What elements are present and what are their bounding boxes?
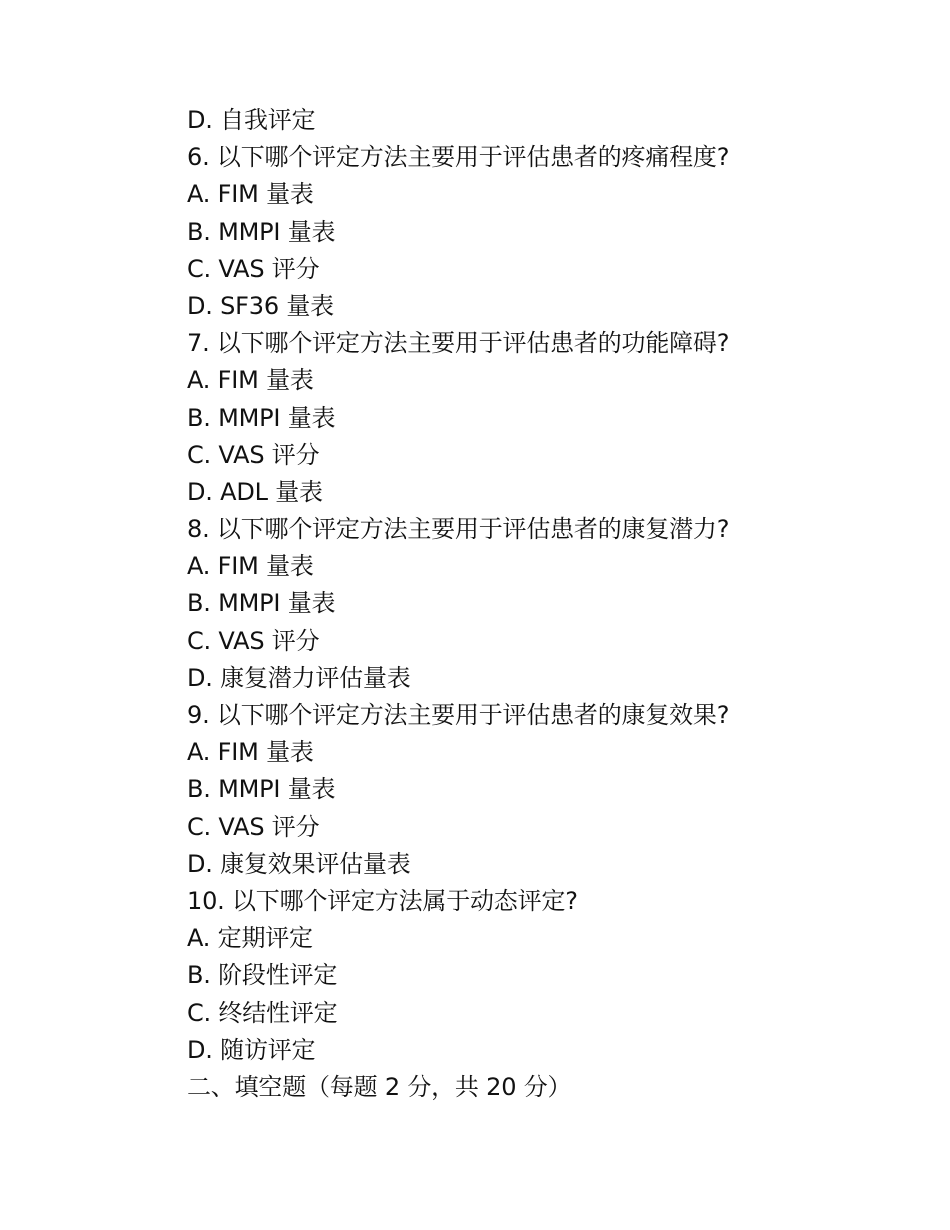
option-line: C. VAS 评分 [187,440,320,469]
document-body [187,102,887,1106]
question-line: 10. 以下哪个评定方法属于动态评定? [187,886,578,915]
option-line: A. FIM 量表 [187,738,314,767]
option-line: B. 阶段性评定 [187,961,338,990]
question-line: 8. 以下哪个评定方法主要用于评估患者的康复潜力? [187,515,730,544]
option-line: B. MMPI 量表 [187,403,336,432]
question-line: 7. 以下哪个评定方法主要用于评估患者的功能障碍? [187,329,730,358]
option-line: C. VAS 评分 [187,626,320,655]
option-line: B. MMPI 量表 [187,589,336,618]
option-line: A. FIM 量表 [187,180,314,209]
option-line: B. MMPI 量表 [187,217,336,246]
option-line: A. 定期评定 [187,924,313,953]
option-line: D. 自我评定 [187,106,316,134]
option-line: A. FIM 量表 [187,552,314,581]
question-line: 9. 以下哪个评定方法主要用于评估患者的康复效果? [187,701,730,729]
section-heading: 二、填空题（每题 2 分，共 20 分） [187,1072,572,1101]
option-line: D. 康复潜力评估量表 [187,663,411,692]
option-line: D. 康复效果评估量表 [187,849,411,878]
option-line: C. 终结性评定 [187,998,338,1027]
option-line: D. SF36 量表 [187,291,334,320]
option-line: C. VAS 评分 [187,812,320,841]
question-line: 6. 以下哪个评定方法主要用于评估患者的疼痛程度? [187,143,730,172]
option-line: D. ADL 量表 [187,477,323,506]
option-line: C. VAS 评分 [187,254,320,283]
option-line: A. FIM 量表 [187,366,314,395]
option-line: B. MMPI 量表 [187,775,336,804]
option-line: D. 随访评定 [187,1035,316,1064]
